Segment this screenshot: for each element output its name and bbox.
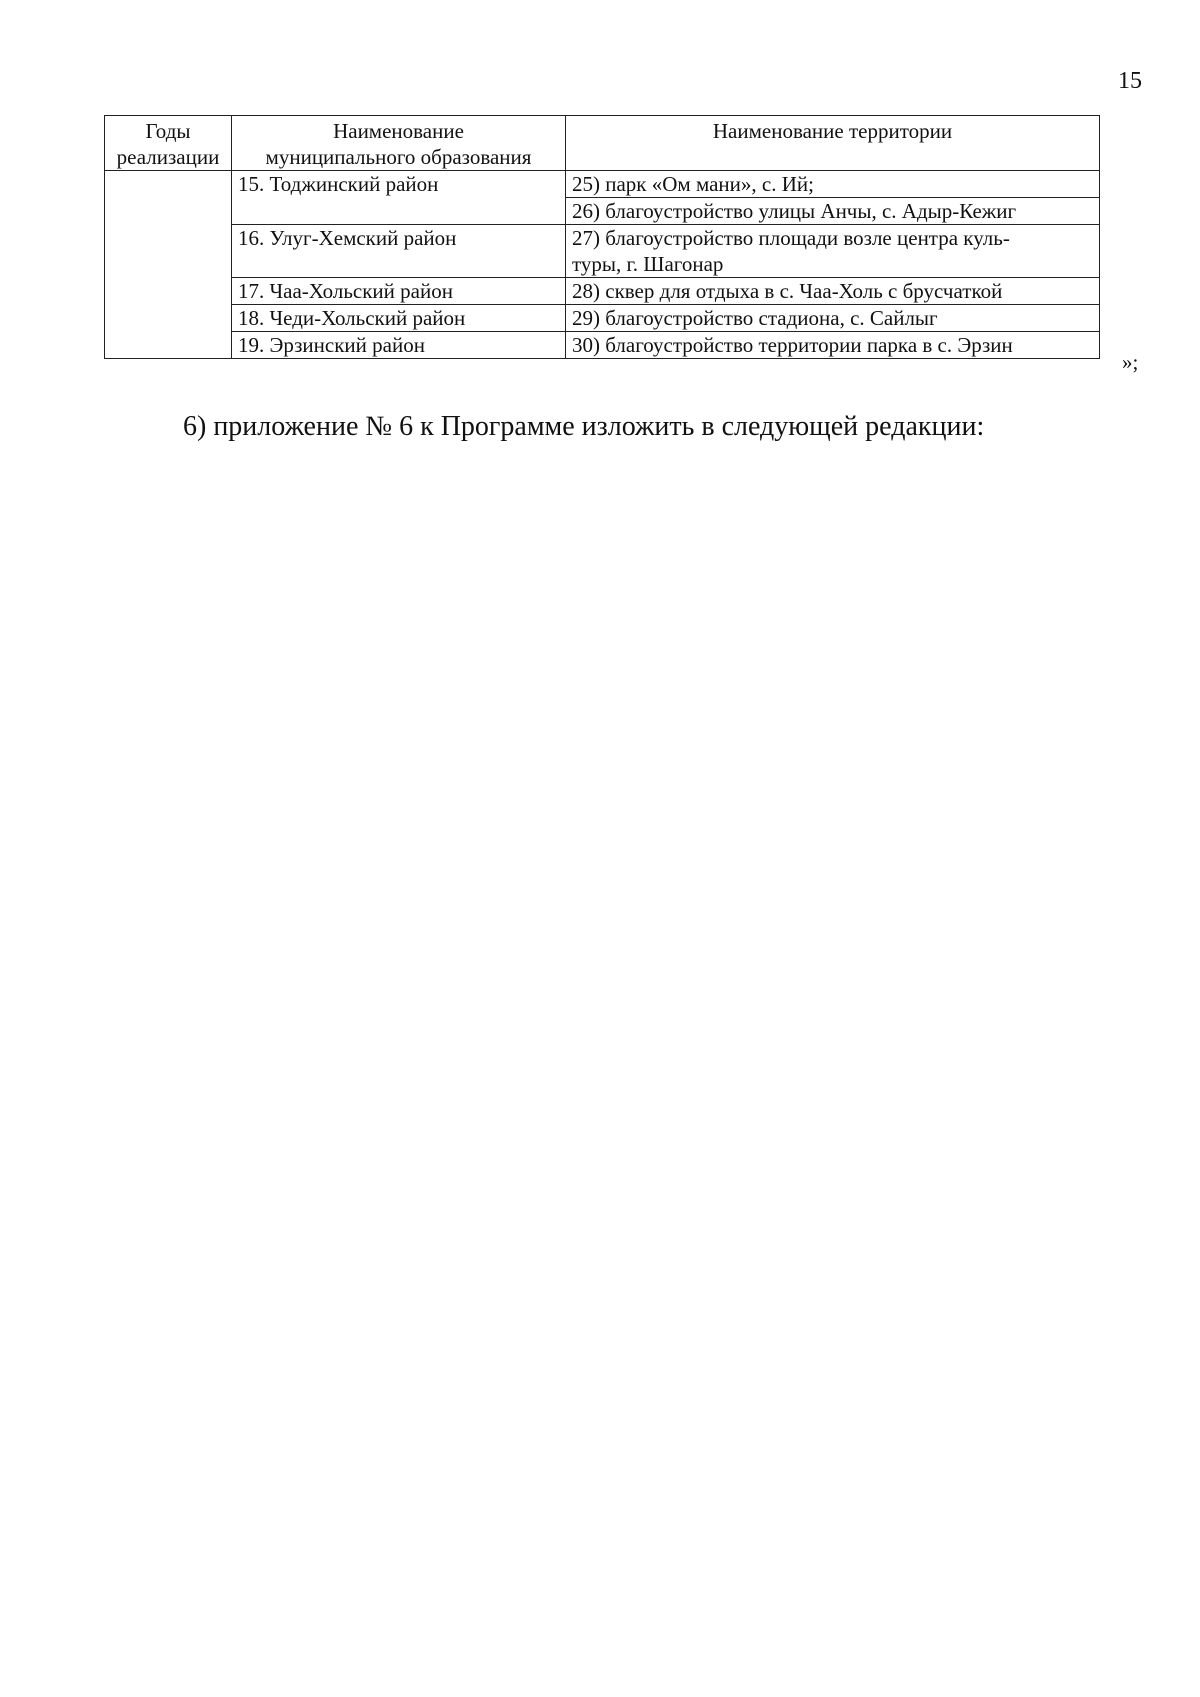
- territory-cell: 28) сквер для отдыха в с. Чаа-Холь с брусчаткой: [566, 278, 1100, 305]
- table-row: [105, 225, 1100, 278]
- territory-entry-line-2: туры, г. Шагонар: [572, 252, 724, 276]
- territory-entry: 25) парк «Ом мани», с. Ий;: [572, 172, 814, 196]
- municipality-cell: 18. Чеди-Хольский район: [232, 305, 566, 332]
- territory-table: [104, 115, 1100, 359]
- municipality-cell: 19. Эрзинский район: [232, 332, 566, 359]
- territory-entry-line-1: 27) благоустройство площади возле центра куль-: [572, 226, 1010, 250]
- header-years: [105, 116, 232, 171]
- territory-cell: [566, 225, 1100, 278]
- table-row: [105, 171, 1100, 225]
- header-years-line-1: Годы: [145, 119, 191, 143]
- header-territory-text: Наименование территории: [712, 119, 953, 143]
- territory-cell: [566, 171, 1100, 225]
- territory-cell: 29) благоустройство стадиона, с. Сайлыг: [566, 305, 1100, 332]
- body-paragraph: 6) приложение № 6 к Программе изложить в следующей редакции:: [183, 411, 985, 442]
- header-territory: [566, 116, 1100, 171]
- table-row: [105, 278, 1100, 305]
- municipality-cell: 17. Чаа-Хольский район: [232, 278, 566, 305]
- closing-quote: »;: [1122, 350, 1139, 374]
- territory-entry: 26) благоустройство улицы Анчы, с. Адыр-Кежиг: [566, 197, 1099, 224]
- table-row: [105, 305, 1100, 332]
- header-municipality-line-2: муниципального образования: [265, 145, 532, 169]
- years-cell: [105, 171, 232, 359]
- municipality-cell: 15. Тоджинский район: [232, 171, 566, 225]
- header-municipality-line-1: Наименование: [333, 119, 464, 143]
- page-number: 15: [1118, 68, 1142, 94]
- header-years-line-2: реализации: [116, 145, 220, 169]
- territory-cell: 30) благоустройство территории парка в с. Эрзин: [566, 332, 1100, 359]
- table-row: [105, 332, 1100, 359]
- header-municipality: [232, 116, 566, 171]
- municipality-cell: 16. Улуг-Хемский район: [232, 225, 566, 278]
- table-header-row: [105, 116, 1100, 171]
